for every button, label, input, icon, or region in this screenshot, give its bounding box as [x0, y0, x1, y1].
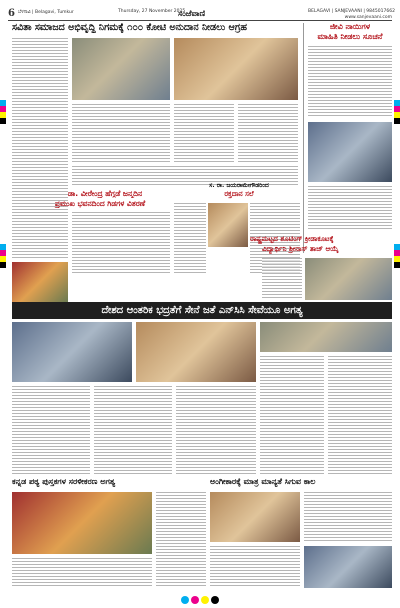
article-text-column	[210, 546, 300, 588]
masthead-website: www.sanjevaani.com	[344, 15, 392, 20]
article-text-column	[308, 186, 392, 230]
article-text-column	[72, 212, 170, 274]
registration-yellow	[201, 596, 209, 604]
headline-bottom-right: ಅಂಗೀಕಾರಕ್ಕೆ ಮಾತ್ರ ಮಾನ್ಯತೆ ಸಿಗುವ ಕಾಲ	[210, 478, 316, 486]
article-text-column	[262, 258, 302, 298]
article-photo	[72, 38, 170, 100]
portrait-photo	[208, 203, 248, 247]
headline-mid-right-line1: ರಾಷ್ಟ್ರಮಟ್ಟದ ಶೂಟಿಂಗ್ ಕ್ರೀಡಾಕೂಟಕ್ಕೆ	[250, 236, 334, 243]
article-photo	[174, 38, 298, 100]
article-text-column	[308, 46, 392, 118]
registration-strip-right	[394, 40, 400, 560]
article-photo	[136, 322, 256, 382]
headline-mid-left-line2: ಪ್ರಮುಖ ಭವನದಿಂದ ಗಿಡಗಳ ವಿತರಣೆ	[54, 200, 146, 208]
headline-mid-left-line1: ಡಾ. ವೀರೇಂದ್ರ ಹೆಗ್ಗಡೆ ಜನ್ಮದಿನ	[67, 190, 143, 198]
article-text-column	[174, 104, 234, 162]
registration-strip-bottom	[0, 596, 400, 604]
headline-mid-center-line1: ಸ. ರಾ. ಜಯರಾಮೇಗೌಡರಿಂದ	[209, 183, 269, 189]
registration-strip-left	[0, 40, 6, 560]
banner-headline: ದೇಶದ ಆಂತರಿಕ ಭದ್ರತೆಗೆ ಸೇನೆ ಜತೆ ಎನ್‌ಸಿಸಿ ಸೇವೆಯೂ ಅಗತ್ಯ	[12, 302, 392, 319]
masthead-date: Thursday, 27 November 2025	[118, 9, 186, 14]
registration-magenta	[191, 596, 199, 604]
article-photo	[308, 122, 392, 182]
article-text-column	[72, 104, 170, 162]
headline-mid-right-line2: ವಿದ್ಯಾರ್ಥಿನಿ ಶ್ರೀನಾಸ್ ತಾಜ್ ಆಯ್ಕೆ	[262, 246, 339, 253]
article-text-column	[328, 356, 392, 476]
article-photo	[12, 492, 152, 554]
article-photo	[210, 492, 300, 542]
registration-black	[0, 262, 6, 268]
headline-top-right-line1: ಜೀವಿ ನಾಯಿಗಳ	[329, 23, 371, 31]
article-photo	[305, 258, 392, 300]
article-text-column	[156, 492, 206, 588]
article-text-column	[260, 356, 324, 476]
headline-top-right-line2: ಮಾಹಿತಿ ನೀಡಲು ಸೂಚನೆ	[317, 33, 383, 41]
article-text-column	[176, 386, 256, 476]
registration-cyan	[181, 596, 189, 604]
article-text-column	[238, 104, 298, 162]
newspaper-logo: ಸಂಜೆವಾಣಿ	[178, 8, 206, 18]
article-text-column	[12, 558, 152, 588]
page-number: 6	[8, 8, 15, 19]
article-text-column	[174, 203, 206, 273]
article-photo	[12, 262, 68, 302]
article-text-column	[94, 386, 172, 476]
masthead-rule	[8, 20, 392, 21]
headline-mid-center-line2: ರಕ್ತದಾನ ಸಲೆ	[224, 191, 254, 198]
registration-black	[0, 118, 6, 124]
registration-black	[394, 262, 400, 268]
masthead-location: ಬೆಳಗಾವಿ | Belagavi, Tumkur	[18, 10, 74, 15]
article-text-column	[304, 492, 392, 542]
article-photo	[260, 322, 392, 352]
headline-bottom-left: ಕನ್ನಡ ಪಠ್ಯ ಪುಸ್ತಕಗಳ ಸರಳೀಕರಣ ಅಗತ್ಯ	[12, 478, 116, 486]
article-photo	[304, 546, 392, 588]
article-photo	[12, 322, 132, 382]
masthead-right-text: BELAGAVI | SANJEVAANI | 9845017662	[308, 9, 395, 14]
headline-top-left: ಸವಿತಾ ಸಮಾಜದ ಅಭಿವೃದ್ಧಿ ನಿಗಮಕ್ಕೆ ೧೦೦ ಕೋಟಿ ಅನುದಾನ ನೀಡಲು ಆಗ್ರಹ	[12, 23, 247, 33]
article-text-column	[12, 386, 90, 476]
article-text-column	[12, 38, 68, 258]
registration-black	[211, 596, 219, 604]
registration-black	[394, 118, 400, 124]
column-divider	[303, 23, 304, 253]
